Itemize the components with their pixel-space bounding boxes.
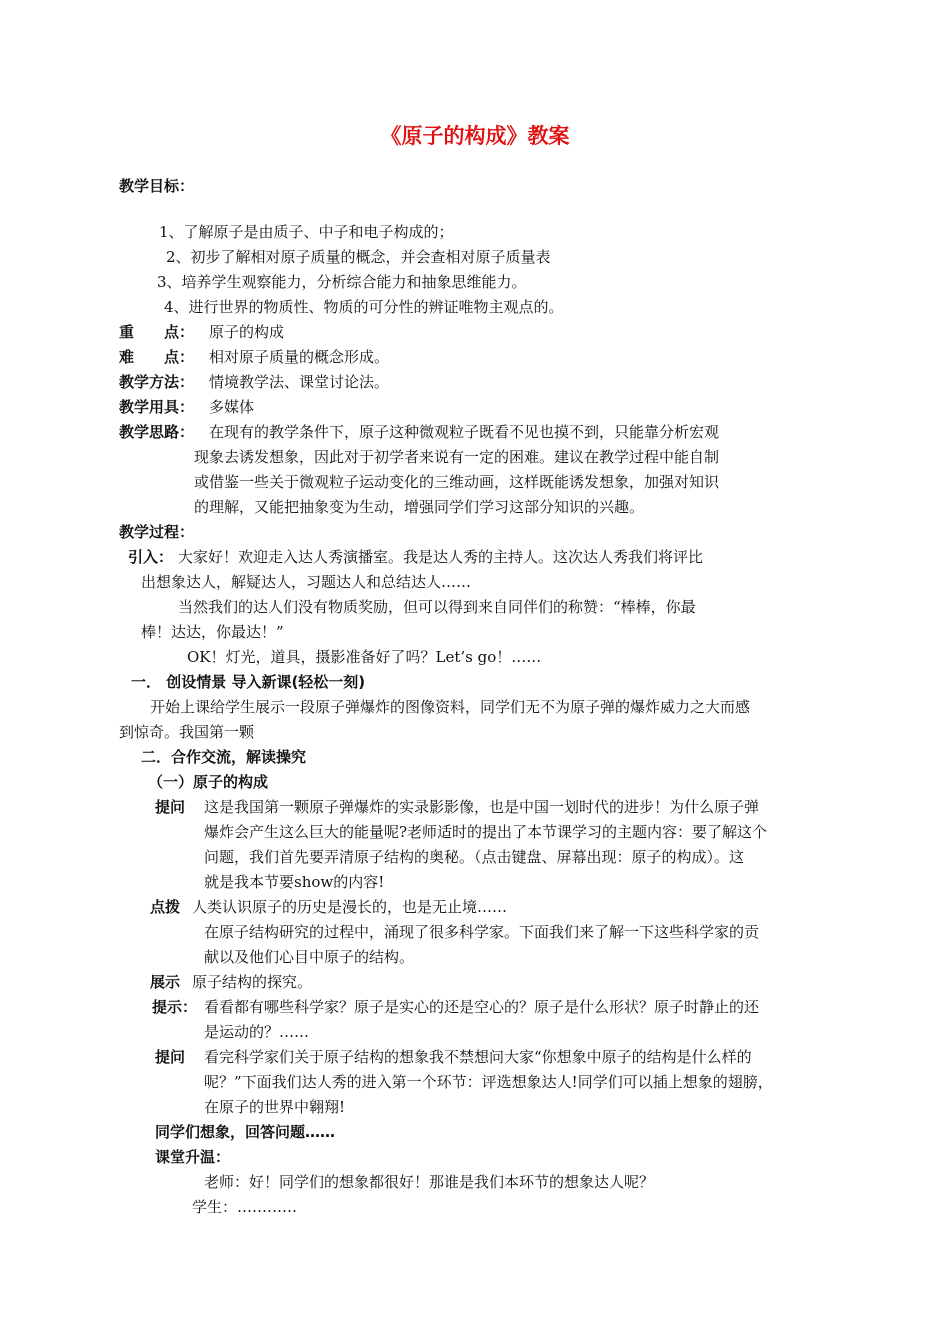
- question-line: 就是我本节要show的内容!: [204, 873, 385, 891]
- process-heading: 教学过程：: [119, 523, 195, 541]
- teaching-idea-line: 在现有的教学条件下，原子这种微观粒子既看不见也摸不到，只能靠分析宏观: [209, 423, 720, 441]
- question-line: 呢？”下面我们达人秀的进入第一个环节：评选想象达人!同学们可以插上想象的翅膀，: [204, 1073, 773, 1091]
- difficult-point-label: 难 点：: [119, 348, 195, 366]
- document-title: 《原子的构成》教案: [380, 124, 570, 148]
- teaching-tools-label: 教学用具：: [119, 398, 195, 416]
- objectives-heading: 教学目标：: [119, 177, 195, 195]
- teaching-idea-line: 或借鉴一些关于微观粒子运动变化的三维动画，这样既能诱发想象，加强对知识: [194, 473, 720, 491]
- intro-line: 当然我们的达人们没有物质奖励，但可以得到来自同伴们的称赞：“棒棒，你最: [178, 598, 696, 616]
- section1-heading: 一． 创设情景 导入新课(轻松一刻): [131, 673, 366, 691]
- teaching-method-text: 情境教学法、课堂讨论法。: [209, 373, 390, 391]
- question-line: 问题，我们首先要弄清原子结构的奥秘。（点击键盘、屏幕出现：原子的构成）。这: [204, 848, 745, 866]
- guidance-line: 人类认识原子的历史是漫长的，也是无止境……: [192, 898, 508, 916]
- teaching-idea-line: 的理解，又能把抽象变为生动，增强同学们学习这部分知识的兴趣。: [194, 498, 645, 516]
- imagine-line: 同学们想象，回答问题……: [155, 1123, 336, 1141]
- question-line: 爆炸会产生这么巨大的能量呢?老师适时的提出了本节课学习的主题内容：要了解这个: [204, 823, 768, 841]
- question-label: 提问: [155, 1048, 186, 1066]
- subsection-heading: （一）原子的构成: [148, 773, 269, 791]
- show-label: 展示: [150, 973, 181, 991]
- objective-item: 4、进行世界的物质性、物质的可分性的辨证唯物主观点的。: [164, 298, 564, 316]
- intro-line: 出想象达人，解疑达人，习题达人和总结达人……: [141, 573, 472, 591]
- hint-line: 是运动的？……: [204, 1023, 310, 1041]
- question-label: 提问: [155, 798, 186, 816]
- section1-line: 开始上课给学生展示一段原子弹爆炸的图像资料，同学们无不为原子弹的爆炸威力之大而感: [150, 698, 751, 716]
- teaching-method-label: 教学方法：: [119, 373, 195, 391]
- warmup-label: 课堂升温：: [155, 1148, 231, 1166]
- difficult-point-text: 相对原子质量的概念形成。: [209, 348, 390, 366]
- hint-label: 提示：: [152, 998, 198, 1016]
- objective-item: 2、初步了解相对原子质量的概念，并会查相对原子质量表: [166, 248, 551, 266]
- guidance-label: 点拨: [150, 898, 181, 916]
- show-text: 原子结构的探究。: [192, 973, 313, 991]
- teaching-tools-text: 多媒体: [209, 398, 255, 416]
- question-line: 在原子的世界中翱翔!: [204, 1098, 346, 1116]
- section2-heading: 二．合作交流，解读操究: [141, 748, 307, 766]
- intro-line: 棒！达达，你最达！”: [141, 623, 284, 641]
- intro-line: 大家好！欢迎走入达人秀演播室。我是达人秀的主持人。这次达人秀我们将评比: [178, 548, 704, 566]
- guidance-line: 献以及他们心目中原子的结构。: [204, 948, 415, 966]
- hint-line: 看看都有哪些科学家？原子是实心的还是空心的？原子是什么形状？原子时静止的还: [204, 998, 760, 1016]
- student-line: 学生：…………: [192, 1198, 298, 1216]
- objective-item: 3、培养学生观察能力，分析综合能力和抽象思维能力。: [157, 273, 527, 291]
- question-line: 这是我国第一颗原子弹爆炸的实录影影像，也是中国一划时代的进步！为什么原子弹: [204, 798, 760, 816]
- key-point-label: 重 点：: [119, 323, 195, 341]
- teaching-idea-label: 教学思路：: [119, 423, 195, 441]
- teaching-idea-line: 现象去诱发想象，因此对于初学者来说有一定的困难。建议在教学过程中能自制: [194, 448, 720, 466]
- intro-label: 引入：: [128, 548, 174, 566]
- guidance-line: 在原子结构研究的过程中，涌现了很多科学家。下面我们来了解一下这些科学家的贡: [204, 923, 760, 941]
- teacher-line: 老师：好！同学们的想象都很好！那谁是我们本环节的想象达人呢？: [204, 1173, 655, 1191]
- section1-line: 到惊奇。我国第一颗: [119, 723, 255, 741]
- question-line: 看完科学家们关于原子结构的想象我不禁想问大家“你想象中原子的结构是什么样的: [204, 1048, 752, 1066]
- intro-line: OK！灯光，道具，摄影准备好了吗？Let’s go！……: [187, 648, 542, 666]
- objective-item: 1、了解原子是由质子、中子和电子构成的；: [159, 223, 454, 241]
- key-point-text: 原子的构成: [209, 323, 285, 341]
